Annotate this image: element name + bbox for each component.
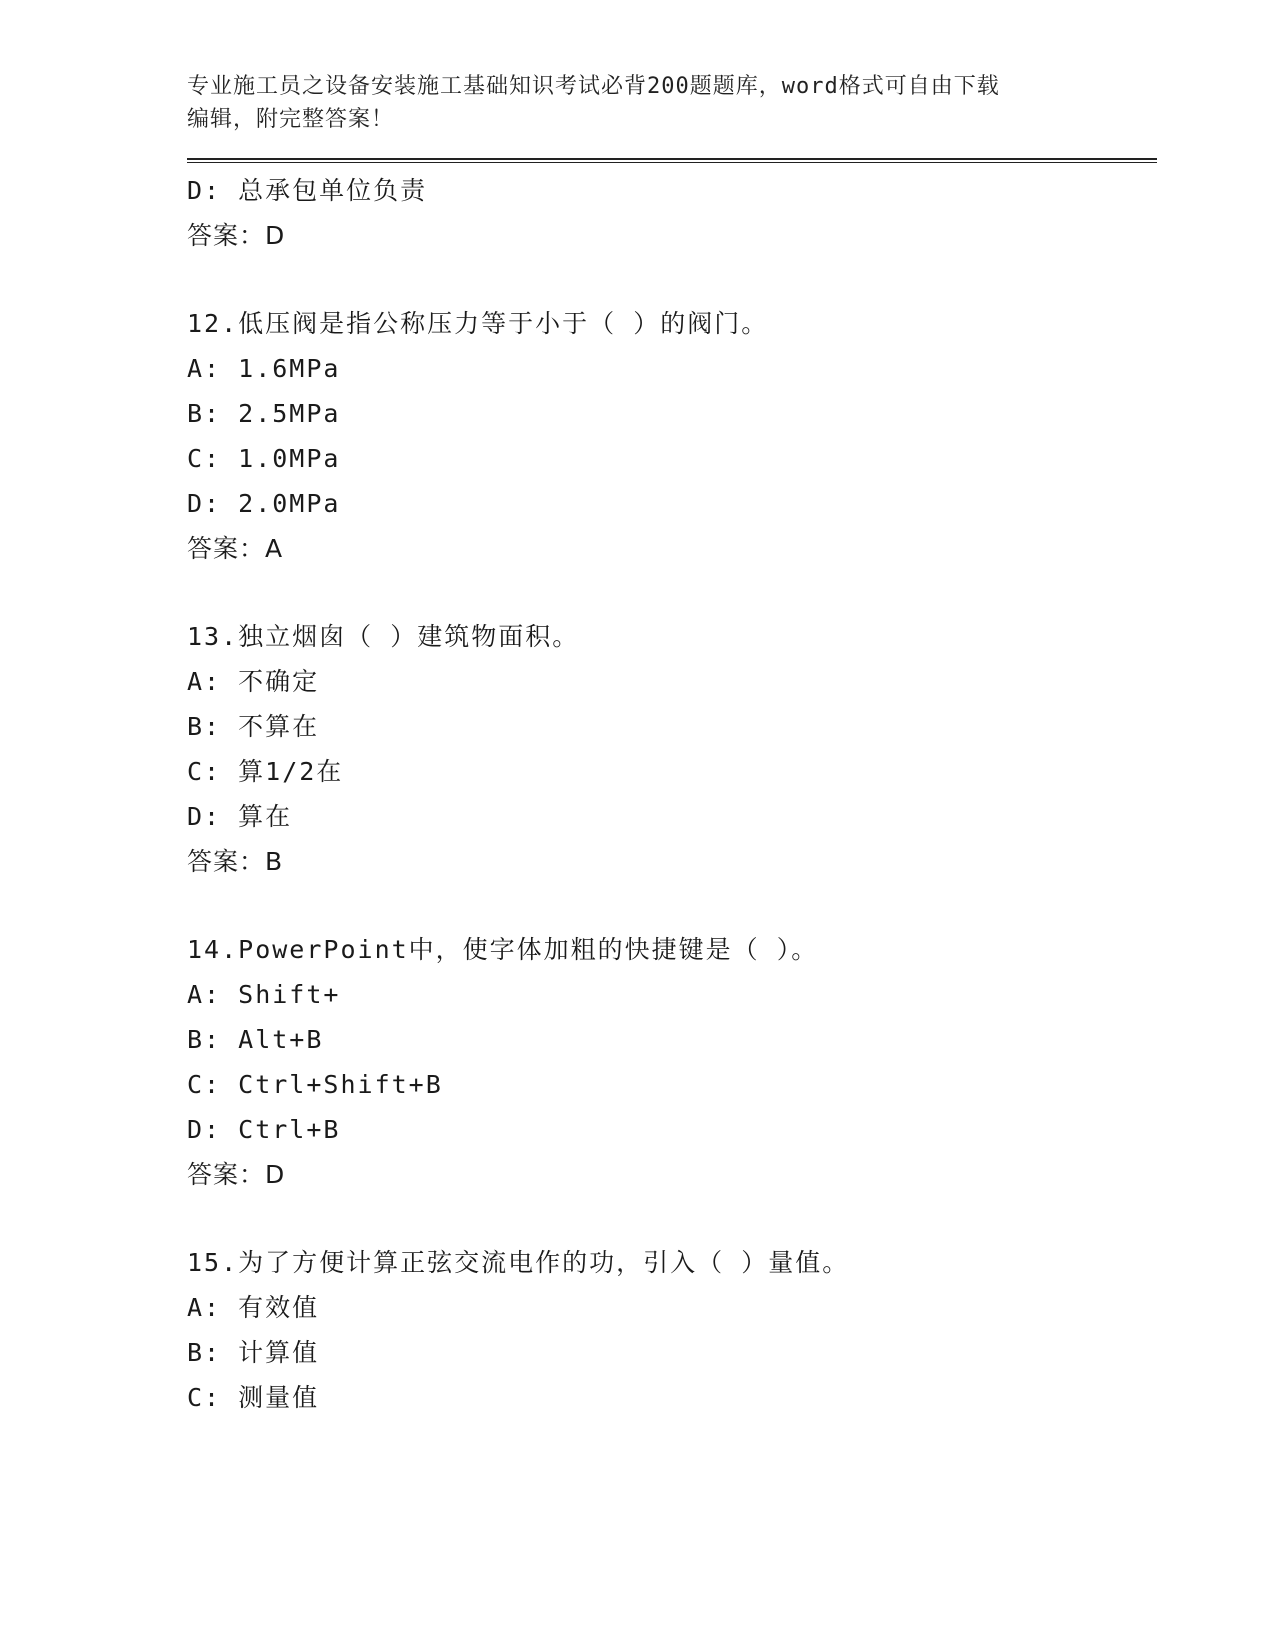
option-b: B: 计算值 bbox=[187, 1338, 320, 1367]
question-14 bbox=[187, 927, 1157, 1197]
question-stem: 12.低压阀是指公称压力等于小于（ ）的阀门。 bbox=[187, 309, 769, 338]
header-line-2: 编辑，附完整答案！ bbox=[187, 107, 395, 132]
option-c: C: 算1/2在 bbox=[187, 757, 344, 786]
option-c: C: Ctrl+Shift+B bbox=[187, 1070, 443, 1099]
option-a: A: Shift+ bbox=[187, 980, 341, 1009]
answer: 答案：A bbox=[187, 534, 284, 563]
option-a: A: 1.6MPa bbox=[187, 354, 341, 383]
option-c: C: 1.0MPa bbox=[187, 444, 341, 473]
question-list bbox=[187, 168, 1157, 1420]
option-a: A: 不确定 bbox=[187, 667, 320, 696]
option-d: D: 算在 bbox=[187, 802, 293, 831]
fragment-option-d: D: 总承包单位负责 bbox=[187, 176, 428, 205]
header-divider bbox=[187, 158, 1157, 160]
answer: 答案：B bbox=[187, 847, 284, 876]
fragment-answer: 答案：D bbox=[187, 221, 286, 250]
question-stem: 15.为了方便计算正弦交流电作的功，引入（ ）量值。 bbox=[187, 1248, 850, 1277]
question-stem: 13.独立烟囱（ ）建筑物面积。 bbox=[187, 622, 580, 651]
question-stem: 14.PowerPoint中，使字体加粗的快捷键是（ ）。 bbox=[187, 935, 819, 964]
option-d: D: 2.0MPa bbox=[187, 489, 341, 518]
question-12 bbox=[187, 301, 1157, 571]
option-d: D: Ctrl+B bbox=[187, 1115, 341, 1144]
question-13 bbox=[187, 614, 1157, 884]
header-line-1: 专业施工员之设备安装施工基础知识考试必背200题题库，word格式可自由下载 bbox=[187, 74, 1000, 99]
document-header bbox=[187, 70, 1087, 136]
question-15 bbox=[187, 1240, 1157, 1420]
option-b: B: Alt+B bbox=[187, 1025, 324, 1054]
option-c: C: 测量值 bbox=[187, 1383, 320, 1412]
option-a: A: 有效值 bbox=[187, 1293, 320, 1322]
document-page bbox=[187, 70, 1157, 1420]
option-b: B: 2.5MPa bbox=[187, 399, 341, 428]
answer: 答案：D bbox=[187, 1160, 286, 1189]
option-b: B: 不算在 bbox=[187, 712, 320, 741]
